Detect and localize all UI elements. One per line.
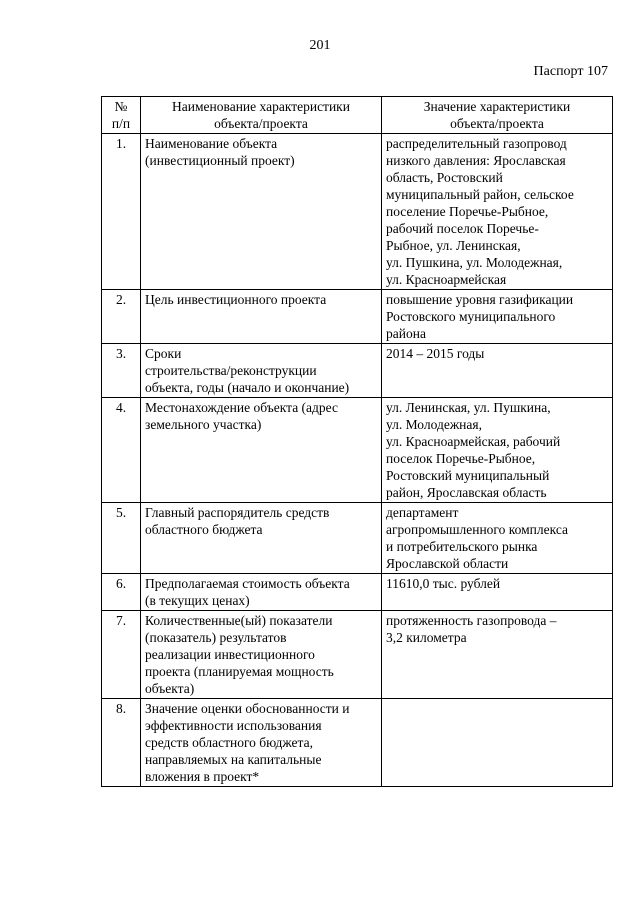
table-row xyxy=(102,344,613,398)
characteristic-name: Предполагаемая стоимость объекта (в текущих ценах) xyxy=(141,574,382,611)
characteristic-name: Главный распорядитель средств областного бюджета xyxy=(141,503,382,574)
characteristic-value: 11610,0 тыс. рублей xyxy=(382,574,613,611)
characteristic-value: повышение уровня газификации Ростовского муниципального района xyxy=(382,290,613,344)
header-value: Значение характеристики объекта/проекта xyxy=(382,97,613,134)
passport-table xyxy=(101,96,613,787)
page-number: 201 xyxy=(309,38,331,53)
table-row xyxy=(102,611,613,699)
table-row xyxy=(102,503,613,574)
header-name: Наименование характеристики объекта/проекта xyxy=(141,97,382,134)
header-num: № п/п xyxy=(102,97,141,134)
row-number: 2. xyxy=(102,290,141,344)
characteristic-value: департамент агропромышленного комплекса и потребительского рынка Ярославской области xyxy=(382,503,613,574)
characteristic-value: ул. Ленинская, ул. Пушкина, ул. Молодежная, ул. Красноармейская, рабочий поселок Поречье-Рыбное, Ростовский муниципальный район, Ярославская область xyxy=(382,398,613,503)
characteristic-name: Сроки строительства/реконструкции объекта, годы (начало и окончание) xyxy=(141,344,382,398)
table-row xyxy=(102,699,613,787)
row-number: 7. xyxy=(102,611,141,699)
characteristic-name: Наименование объекта (инвестиционный проект) xyxy=(141,134,382,290)
table-body xyxy=(102,134,613,787)
passport-label: Паспорт 107 xyxy=(533,64,608,79)
characteristic-value xyxy=(382,699,613,787)
characteristic-name: Значение оценки обоснованности и эффективности использования средств областного бюджета, направляемых на капитальные вложения в проект* xyxy=(141,699,382,787)
characteristic-name: Цель инвестиционного проекта xyxy=(141,290,382,344)
row-number: 5. xyxy=(102,503,141,574)
table-row xyxy=(102,574,613,611)
characteristic-value: 2014 – 2015 годы xyxy=(382,344,613,398)
table-row xyxy=(102,134,613,290)
characteristic-value: распределительный газопровод низкого давления: Ярославская область, Ростовский муниципальный район, сельское поселение Поречье-Рыбное, рабочий поселок Поречье- Рыбное, ул. Ленинская, ул. Пушкина, ул. Молодежная, ул. Красноармейская xyxy=(382,134,613,290)
row-number: 1. xyxy=(102,134,141,290)
characteristic-name: Местонахождение объекта (адрес земельного участка) xyxy=(141,398,382,503)
table-row xyxy=(102,398,613,503)
table-row xyxy=(102,290,613,344)
table-header-row xyxy=(102,97,613,134)
characteristic-value: протяженность газопровода – 3,2 километра xyxy=(382,611,613,699)
row-number: 3. xyxy=(102,344,141,398)
row-number: 4. xyxy=(102,398,141,503)
row-number: 6. xyxy=(102,574,141,611)
characteristic-name: Количественные(ый) показатели (показатель) результатов реализации инвестиционного проекта (планируемая мощность объекта) xyxy=(141,611,382,699)
row-number: 8. xyxy=(102,699,141,787)
